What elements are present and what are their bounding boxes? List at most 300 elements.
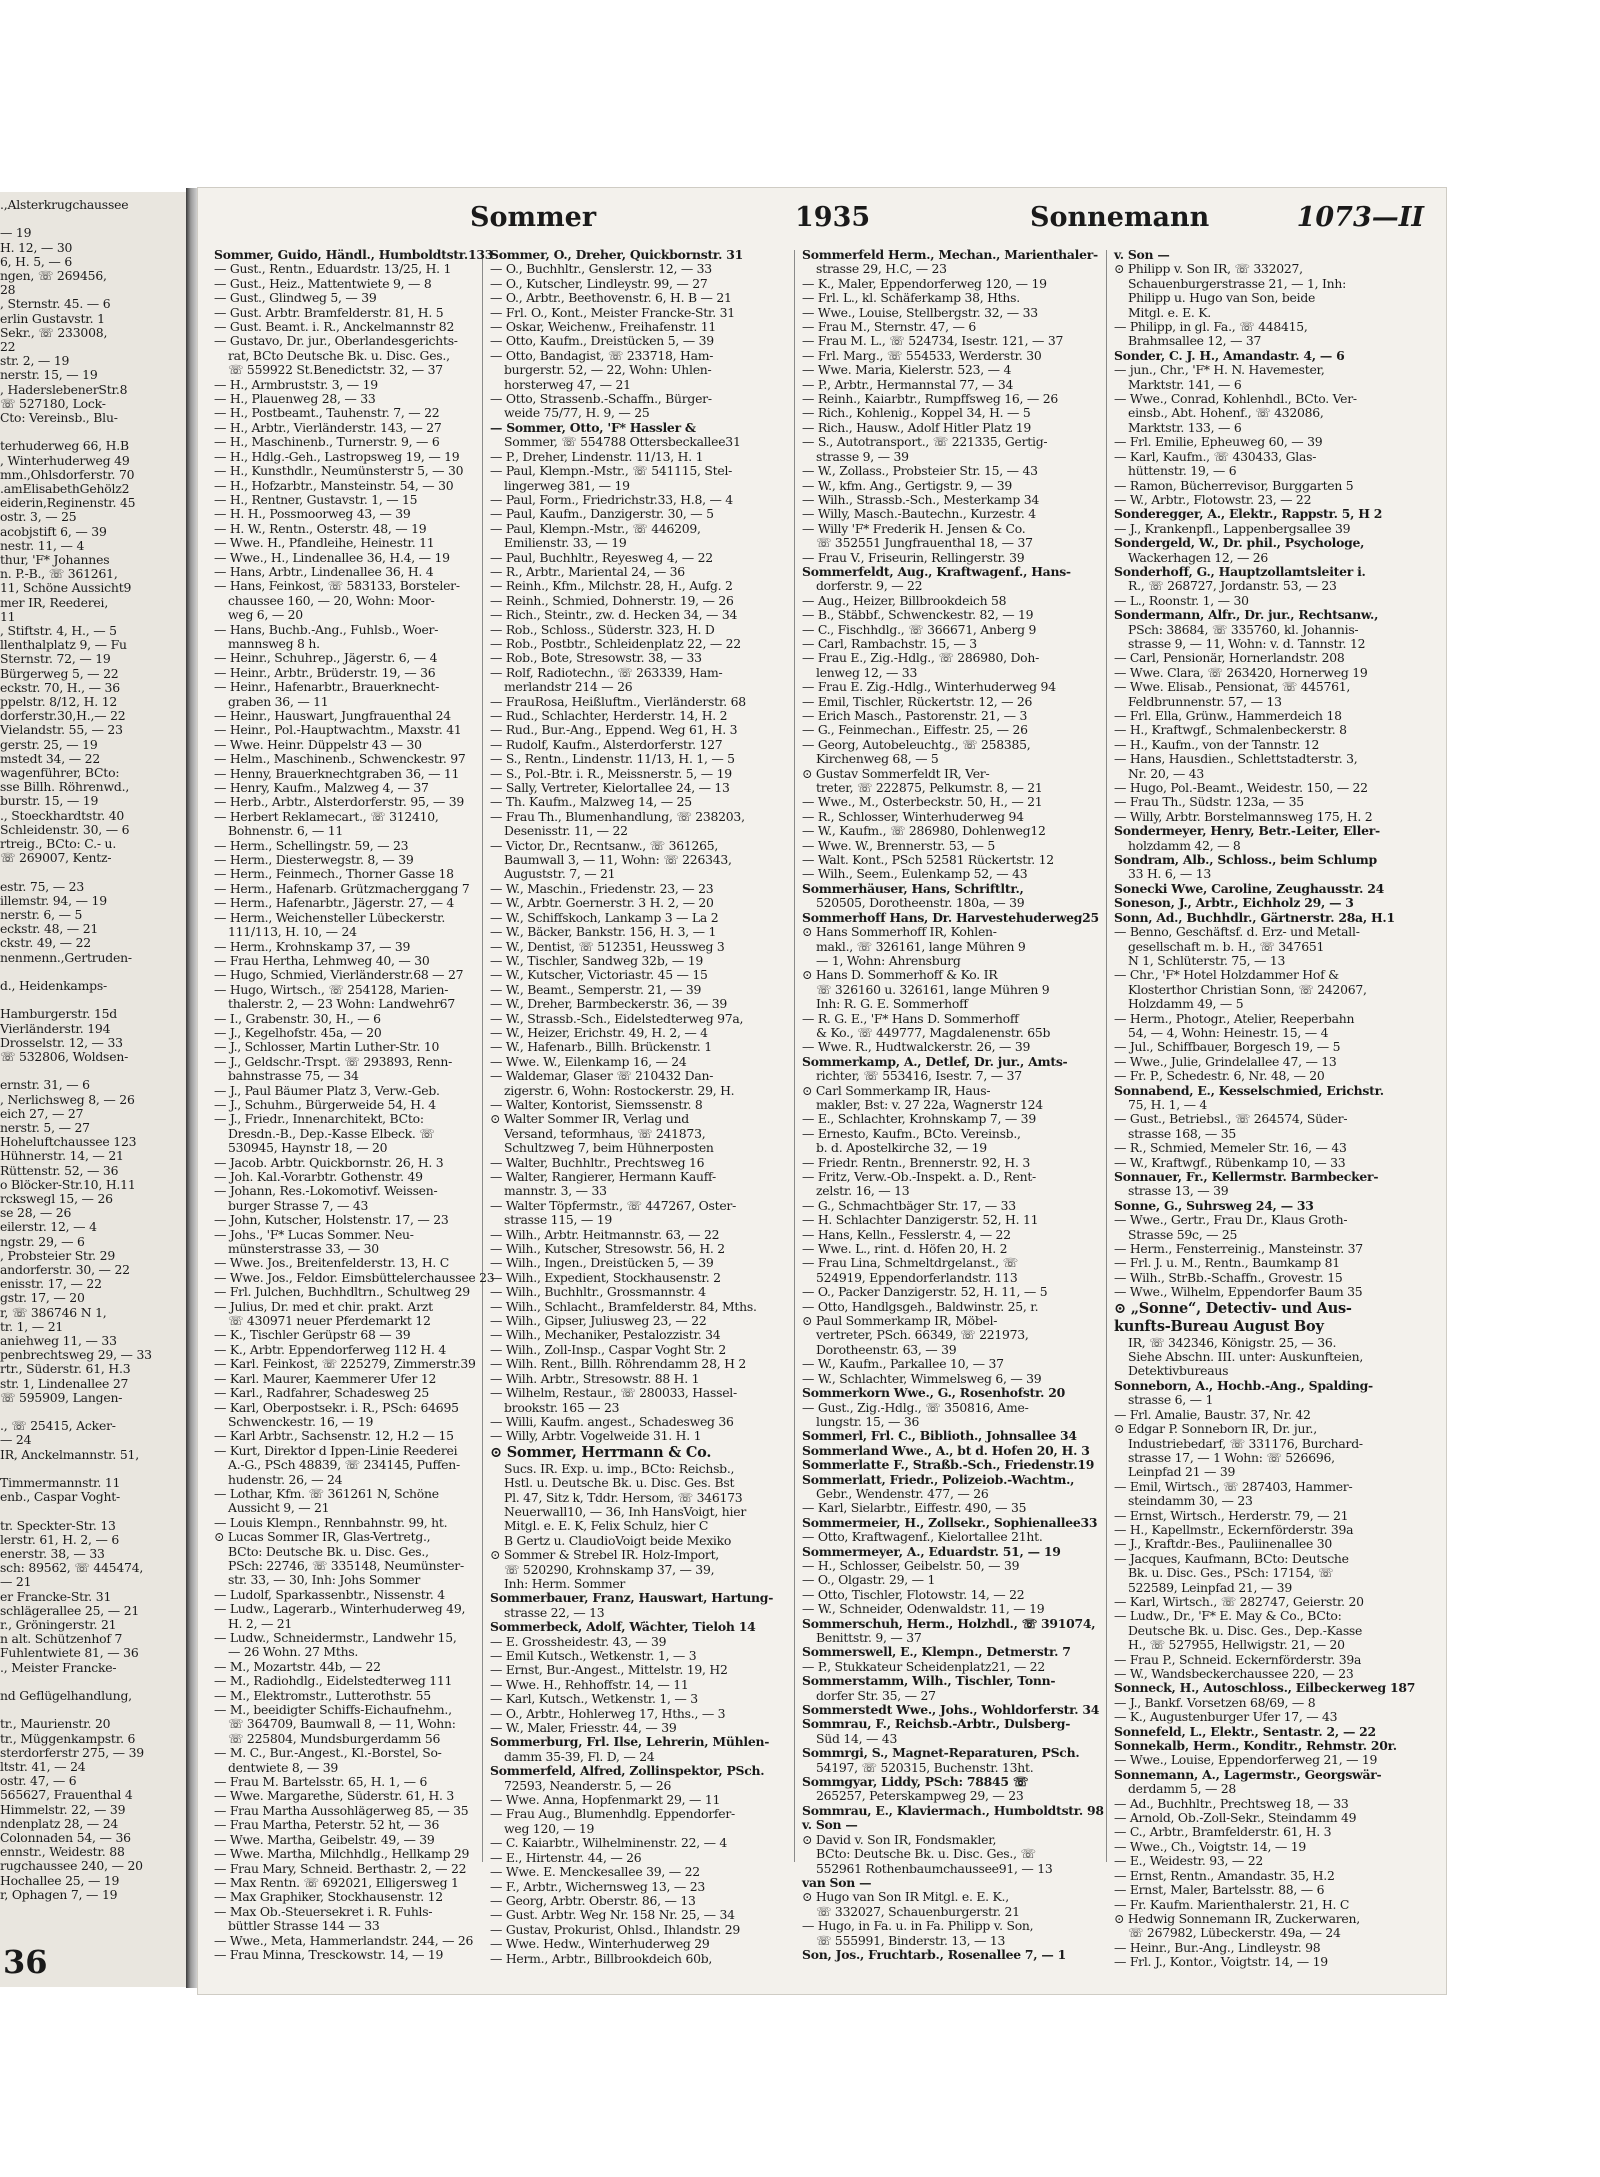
directory-entry: vertreter, PSch. 66349, ☏ 221973, [816,1327,1029,1343]
left-page-line: erlin Gustavstr. 1 [0,310,105,326]
left-page-line: eckstr. 70, H., — 36 [0,679,120,695]
directory-entry: Sondermann, Alfr., Dr. jur., Rechtsanw., [1114,607,1379,623]
directory-entry: 33 H. 6, — 13 [1128,866,1211,882]
directory-entry: — Herm., Hafenarbtr., Jägerstr. 27, — 4 [214,895,455,911]
directory-entry: — 1, Wohn: Ahrensburg [816,952,961,968]
directory-entry: büttler Strasse 144 — 33 [228,1918,380,1934]
directory-entry: — John, Kutscher, Holstenstr. 17, — 23 [214,1212,449,1228]
directory-entry: — Lothar, Kfm. ☏ 361261 N, Schöne [214,1485,439,1501]
directory-entry: merlandstr 214 — 26 [504,679,633,695]
directory-entry: — Reinh., Kfm., Milchstr. 28, H., Aufg. 2 [490,578,733,594]
directory-entry: Bk. u. Disc. Ges., PSch: 17154, ☏ [1128,1565,1334,1581]
directory-entry: — L., Roonstr. 1, — 30 [1114,592,1249,608]
left-page-line: , Sternstr. 45. — 6 [0,296,111,312]
directory-entry: — H., Kraftwgf., Schmalenbeckerstr. 8 [1114,722,1347,738]
directory-entry: — Wwe. W., Eilenkamp 16, — 24 [490,1053,687,1069]
directory-entry: — H. H., Possmoorweg 43, — 39 [214,506,411,522]
directory-entry: — J., Schuhm., Bürgerweide 54, H. 4 [214,1096,436,1112]
left-page-line: — 24 [0,1432,32,1448]
directory-entry: — Wwe. Anna, Hopfenmarkt 29, — 11 [490,1792,721,1808]
directory-entry: ⊙ „Sonne“, Detectiv- und Aus- [1114,1299,1352,1317]
directory-entry: — Kurt, Direktor d Ippen-Linie Reederei [214,1442,458,1458]
directory-entry: Sommerfeld Herm., Mechan., Marienthaler- [802,247,1098,262]
directory-entry: Schauenburgerstrasse 21, — 1, Inh: [1128,275,1347,291]
directory-entry: — Wwe. Jos., Breitenfelderstr. 13, H. C [214,1255,450,1271]
directory-entry: — Rich., Kohlenig., Koppel 34, H. — 5 [802,405,1031,421]
directory-entry: — Frau Th., Südstr. 123a, — 35 [1114,794,1304,810]
directory-entry: — W., Dentist, ☏ 512351, Heussweg 3 [490,938,725,954]
left-page-line: Colonnaden 54, — 36 [0,1830,131,1845]
directory-entry: — W., Maler, Friesstr. 44, — 39 [490,1720,677,1736]
directory-entry: — Wilh., Ingen., Dreistücken 5, — 39 [490,1255,714,1271]
directory-entry: — Frl. O., Kont., Meister Francke-Str. 31 [490,304,735,320]
left-page-line: nestr. 11, — 4 [0,537,85,553]
directory-entry: ☏ 352551 Jungfrauenthal 18, — 37 [816,535,1033,551]
directory-entry: — B., Stäbbf., Schwenckestr. 82, — 19 [802,607,1034,623]
directory-entry: Industriebedarf, ☏ 331176, Burchard- [1128,1435,1363,1451]
directory-entry: lenweg 12, — 33 [816,664,918,680]
directory-entry: Inh: Herm. Sommer [504,1575,626,1591]
directory-entry: — K., Tischler Gerüpstr 68 — 39 [214,1327,411,1343]
directory-entry: — O., Arbtr., Hohlerweg 17, Hths., — 3 [490,1705,726,1721]
directory-entry: — E. Grossheidestr. 43, — 39 [490,1633,667,1649]
directory-entry: — Frau Martha, Peterstr. 52 ht, — 36 [214,1817,440,1833]
directory-entry: ☏ 326160 u. 326161, lange Mühren 9 [816,981,1050,997]
directory-entry: — Karl, Sielarbtr., Eiffestr. 490, — 35 [802,1500,1027,1516]
left-page-line: Vierländerstr. 194 [0,1020,111,1036]
directory-entry: Sommer, Guido, Händl., Humboldtstr.133 [214,247,494,262]
left-page-line: ., Meister Francke- [0,1659,117,1675]
left-page-line: ☏ 595909, Langen- [0,1389,123,1405]
directory-entry: ☏ 559922 St.Benedictstr. 32, — 37 [228,362,443,378]
directory-entry: strasse 115, — 19 [504,1212,613,1228]
left-page-line: sse Billh. Röhrenwd., [0,779,130,795]
left-page-line: tr. 1, — 21 [0,1318,64,1334]
directory-entry: str. 33, — 30, Inh: Johs Sommer [228,1572,421,1588]
directory-entry: — Ernst, Wirtsch., Herderstr. 79, — 21 [1114,1507,1349,1523]
left-page-line: lerstr. 61, H. 2, — 6 [0,1531,120,1547]
left-page-line: enb., Caspar Voght- [0,1489,121,1505]
directory-entry: — Otto, Kraftwagenf., Kielortallee 21ht. [802,1529,1043,1545]
directory-column-4 [1114,247,1436,1970]
directory-entry: Kirchenweg 68, — 5 [816,751,939,767]
directory-entry: — Hans, Arbtr., Lindenallee 36, H. 4 [214,563,434,579]
directory-entry: strasse 9, — 11, Wohn: v. d. Tannstr. 12 [1128,635,1366,651]
directory-entry: — Heinr., Hauswart, Jungfrauenthal 24 [214,708,451,723]
directory-entry: Siehe Abschn. III. unter: Auskunfteien, [1128,1349,1364,1365]
directory-entry: — Wilh., Buchhltr., Grossmannstr. 4 [490,1284,706,1300]
directory-entry: — E., Hirtenstr. 44, — 26 [490,1849,642,1865]
directory-entry: — Frl. L., kl. Schäferkamp 38, Hths. [802,290,1020,306]
directory-entry: Leinpfad 21 — 39 [1128,1464,1236,1480]
directory-entry: strasse 22, — 13 [504,1604,605,1620]
directory-entry: — Ernst, Maler, Bartelsstr. 88, — 6 [1114,1882,1325,1898]
directory-entry: v. Son — [1114,247,1170,262]
directory-entry: — Willy, Masch.-Bautechn., Kurzestr. 4 [802,506,1036,522]
directory-entry: Mitgl. e. E. K. [1128,304,1211,320]
directory-entry: — P., Arbtr., Hermannstal 77, — 34 [802,376,1014,392]
directory-entry: ⊙ Hugo van Son IR Mitgl. e. E. K., [802,1889,1009,1905]
directory-entry: — Henny, Brauerknechtgraben 36, — 11 [214,765,460,781]
directory-entry: einsb., Abt. Hohenf., ☏ 432086, [1128,405,1324,421]
directory-entry: Sonnefeld, L., Elektr., Sentastr. 2, — 22 [1114,1723,1376,1739]
left-page-line: 11, Schöne Aussicht9 [0,580,132,596]
directory-entry: — Jacob. Arbtr. Quickbornstr. 26, H. 3 [214,1154,444,1170]
directory-entry: ⊙ Paul Sommerkamp IR, Möbel- [802,1313,998,1329]
directory-entry: — Emil, Tischler, Rückertstr. 12, — 26 [802,693,1033,709]
left-page-line: estr. 75, — 23 [0,878,85,894]
directory-entry: — W., Arbtr., Flotowstr. 23, — 22 [1114,491,1312,507]
directory-column-2 [490,247,792,1966]
left-page-line: nerstr. 5, — 27 [0,1120,90,1135]
directory-entry: Marktstr. 133, — 6 [1128,419,1242,435]
directory-entry: Sommer, O., Dreher, Quickbornstr. 31 [490,247,743,262]
left-page-line: d., Heidenkamps- [0,978,108,993]
directory-entry: ☏ 364709, Baumwall 8, — 11, Wohn: [228,1716,456,1732]
directory-entry: — W., Tischler, Sandweg 32b, — 19 [490,952,703,968]
left-page-line: tr. Speckter-Str. 13 [0,1517,116,1533]
directory-entry: — J., Paul Bäumer Platz 3, Verw.-Geb. [214,1082,440,1098]
directory-entry: — Paul, Klempn.-Mstr., ☏ 541115, Stel- [490,463,733,479]
directory-entry: — Willy, Arbtr. Borstelmannsweg 175, H. 2 [1114,808,1373,824]
directory-entry: — M., Radiohdlg., Eidelstedterweg 111 [214,1673,453,1689]
left-page-line: illemstr. 94, — 19 [0,892,107,908]
directory-entry: — Wwe. Heinr. Düppelstr 43 — 30 [214,736,422,752]
directory-entry: — E., Schlachter, Krohnskamp 7, — 39 [802,1111,1036,1127]
directory-entry: — Walter, Kontorist, Siemssenstr. 8 [490,1096,703,1112]
left-page-line: ltstr. 41, — 24 [0,1759,86,1774]
directory-entry: Sommer, ☏ 554788 Ottersbeckallee31 [504,434,741,450]
directory-entry: — H., Kunsthdlr., Neumünsterstr 5, — 30 [214,463,464,479]
directory-entry: — Otto, Tischler, Flotowstr. 14, — 22 [802,1586,1025,1602]
running-head-year [795,202,870,242]
directory-entry: — Johs., 'F* Lucas Sommer. Neu- [214,1226,414,1242]
left-page-line: 22 [0,339,16,354]
directory-entry: — Frau Martha Aussohlägerweg 85, — 35 [214,1802,469,1818]
directory-entry: — Wilh., Mechaniker, Pestalozzistr. 34 [490,1327,721,1343]
directory-entry: — Willy, Arbtr. Vogelweide 31. H. 1 [490,1428,702,1444]
left-page-line: mm.,Ohlsdorferstr. 70 [0,466,135,482]
directory-entry: — Frau Aug., Blumenhdlg. Eppendorfer- [490,1806,735,1822]
directory-entry: — Ramon, Bücherrevisor, Burggarten 5 [1114,477,1354,493]
directory-entry: treter, ☏ 222875, Pelkumstr. 8, — 21 [816,780,1043,796]
directory-entry: — Frau M., Sternstr. 47, — 6 [802,319,976,335]
left-page-line: r., Gröningerstr. 21 [0,1617,117,1632]
directory-entry: — E., Weidestr. 93, — 22 [1114,1853,1263,1869]
directory-entry: — W., Kaufm., Parkallee 10, — 37 [802,1356,1004,1372]
directory-entry: — Arnold, Ob.-Zoll-Sekr., Steindamm 49 [1114,1810,1357,1826]
left-page-line: Vielandstr. 55, — 23 [0,722,123,738]
left-page-line: penbrechtsweg 29, — 33 [0,1347,152,1363]
directory-entry: — Walt. Kont., PSch 52581 Rückertstr. 12 [802,852,1054,868]
left-page-line: Himmelstr. 22, — 39 [0,1801,126,1817]
directory-entry: Aussicht 9, — 21 [228,1500,330,1516]
directory-entry: — Sommer, Otto, 'F* Hassler & [490,419,696,435]
directory-entry: — Wilh., StrBb.-Schaffn., Grovestr. 15 [1114,1269,1343,1285]
directory-entry: Sommerbeck, Adolf, Wächter, Tieloh 14 [490,1619,756,1635]
directory-entry: — F., Arbtr., Wichernsweg 13, — 23 [490,1878,706,1894]
directory-entry: — Wilh., Zoll-Insp., Caspar Voght Str. 2 [490,1341,727,1357]
left-page-line: ☏ 269007, Kentz- [0,850,112,866]
directory-entry: Sommermeier, H., Zollsekr., Sophienallee33 [802,1514,1098,1530]
directory-entry: Versand, teformhaus, ☏ 241873, [504,1125,706,1141]
left-page-line: enisstr. 17, — 22 [0,1276,102,1292]
book-gutter [186,188,198,1988]
directory-entry: — J., Bankf. Vorsetzen 68/69, — 8 [1114,1694,1316,1710]
directory-entry: mannstr. 3, — 33 [504,1183,607,1199]
directory-entry: Schwenckestr. 16, — 19 [228,1413,374,1429]
directory-entry: Sonn, Ad., Buchhdlr., Gärtnerstr. 28a, H.1 [1114,909,1395,925]
directory-entry: — S., Pol.-Btr. i. R., Meissnerstr. 5, — 19 [490,765,732,781]
left-page-line: Hamburgerstr. 15d [0,1006,118,1022]
left-page-number: 36 [3,1943,48,1981]
directory-entry: — Wwe. W., Brennerstr. 53, — 5 [802,837,995,853]
directory-entry: — Emil, Wirtsch., ☏ 287403, Hammer- [1114,1478,1353,1494]
directory-entry: — Ernst, Bur.-Angest., Mittelstr. 19, H2 [490,1662,728,1678]
directory-entry: ⊙ David v. Son IR, Fondsmakler, [802,1831,997,1847]
directory-entry: — Johann, Res.-Lokomotivf. Weissen- [214,1183,438,1199]
directory-entry: — Ad., Buchhltr., Prechtsweg 18, — 33 [1114,1795,1349,1811]
directory-entry: — H., Rentner, Gustavstr. 1, — 15 [214,491,418,507]
left-page-line: , Stiftstr. 4, H., — 5 [0,623,117,638]
directory-entry: bahnstrasse 75, — 34 [228,1068,359,1084]
left-page-line: , Probsteier Str. 29 [0,1247,116,1263]
directory-entry: — Joh. Kal.-Vorarbtr. Gothenstr. 49 [214,1169,423,1184]
left-page-line: ckstr. 49, — 22 [0,935,91,951]
directory-entry: — H., Hdlg.-Geh., Lastropsweg 19, — 19 [214,448,460,464]
directory-entry: — Willi, Kaufm. angest., Schadesweg 36 [490,1413,734,1429]
left-page-line: dorferstr.30,H.,— 22 [0,708,126,724]
directory-entry: — Herb., Arbtr., Alsterdorferstr. 95, — 39 [214,794,464,810]
left-page-line: ☏ 532806, Woldsen- [0,1049,129,1064]
directory-entry: — Karl, Kutsch., Wetkenstr. 1, — 3 [490,1691,698,1707]
directory-entry: Auguststr. 7, — 21 [504,866,616,882]
left-page-line: ☏ 527180, Lock- [0,395,106,411]
directory-entry: — Herm., Krohnskamp 37, — 39 [214,938,411,954]
directory-entry: Sommerland Wwe., A., bt d. Hofen 20, H. 3 [802,1442,1090,1458]
left-page-line: r, ☏ 386746 N 1, [0,1304,107,1320]
left-page-line: andorferstr. 30, — 22 [0,1262,130,1277]
directory-entry: — Herm., Fensterreinig., Mansteinstr. 37 [1114,1241,1363,1257]
directory-entry: — W., Kaufm., ☏ 286980, Dohlenweg12 [802,823,1046,839]
directory-entry: Desenisstr. 11, — 22 [504,823,628,839]
directory-entry: Gebr., Wendenstr. 477, — 26 [816,1485,989,1501]
left-page-line: r, Ophagen 7, — 19 [0,1886,118,1902]
directory-entry: ⊙ Philipp v. Son IR, ☏ 332027, [1114,261,1303,277]
running-head-left [470,202,596,242]
directory-entry: — Frau P., Schneid. Eckernförderstr. 39a [1114,1651,1362,1667]
directory-entry: — 26 Wohn. 27 Mths. [228,1644,359,1660]
directory-entry: — Frau M. L., ☏ 524734, Isestr. 121, — 37 [802,333,1064,349]
directory-entry: — Wwe., Conrad, Kohlenhdl., BCto. Ver- [1114,391,1357,407]
directory-entry: — Oskar, Weichenw., Freihafenstr. 11 [490,319,717,335]
left-page-line: 11 [0,608,16,624]
directory-entry: strasse 13, — 39 [1128,1183,1229,1199]
directory-entry: — Wwe. Martha, Geibelstr. 49, — 39 [214,1831,435,1847]
left-page-line: Drosselstr. 12, — 33 [0,1034,123,1050]
directory-entry: Emilienstr. 33, — 19 [504,535,627,551]
directory-entry: — W., Strassb.-Sch., Eidelstedterweg 97a, [490,1010,744,1026]
directory-entry: ⊙ Hans D. Sommerhoff & Ko. IR [802,967,998,983]
directory-entry: — W., kfm. Ang., Gertigstr. 9, — 39 [802,477,1013,493]
directory-entry: — Frl. Marg., ☏ 554533, Werderstr. 30 [802,347,1042,363]
directory-entry: — Wwe., Gertr., Frau Dr., Klaus Groth- [1114,1212,1348,1228]
left-page-line: 28 [0,282,16,298]
directory-entry: — Rud., Schlachter, Herderstr. 14, H. 2 [490,708,728,723]
directory-entry: 524919, Eppendorferlandstr. 113 [816,1269,1018,1285]
directory-entry: BCto: Deutsche Bk. u. Disc. Ges., ☏ [816,1846,1036,1862]
directory-entry: — Wwe. H., Rehhoffstr. 14, — 11 [490,1676,689,1692]
directory-columns [204,247,1438,1970]
directory-entry: — Reinh., Schmied, Dohnerstr. 19, — 26 [490,592,734,608]
directory-entry: Sonneborn, A., Hochb.-Ang., Spalding- [1114,1377,1373,1393]
directory-entry: — W., Arbtr. Goernerstr. 3 H. 2, — 20 [490,895,714,911]
directory-entry: — Ernesto, Kaufm., BCto. Vereinsb., [802,1125,1021,1141]
directory-entry: 520505, Dorotheenstr. 180a, — 39 [816,895,1025,911]
directory-entry: — Herm., Weichensteller Lübeckerstr. [214,909,446,925]
directory-entry: strasse 168, — 35 [1128,1125,1237,1141]
directory-entry: — Herbert Reklamecart., ☏ 312410, [214,808,439,824]
directory-entry: — Wwe., Meta, Hammerlandstr. 244, — 26 [214,1932,474,1948]
directory-entry: — Herm., Diesterwegstr. 8, — 39 [214,852,414,868]
directory-entry: — Wwe. L., rint. d. Höfen 20, H. 2 [802,1241,1008,1257]
directory-entry: Sommerkamp, A., Detlef, Dr. jur., Amts- [802,1053,1068,1069]
directory-entry: — Gust. Arbtr. Weg Nr. 158 Nr. 25, — 34 [490,1907,735,1923]
left-page-line: ., Stoeckhardtstr. 40 [0,807,125,823]
directory-entry: Sommerkorn Wwe., G., Rosenhofstr. 20 [802,1385,1066,1401]
directory-entry: — Rud., Bur.-Ang., Eppend. Weg 61, H. 3 [490,722,738,738]
directory-entry: strasse 6, — 1 [1128,1392,1214,1408]
directory-entry: — Walter, Rangierer, Hermann Kauff- [490,1169,716,1184]
directory-entry: 552961 Rothenbaumchaussee91, — 13 [816,1860,1053,1876]
directory-entry: — H., Postbeamt., Tauhenstr. 7, — 22 [214,405,440,421]
directory-entry: rat, BCto Deutsche Bk. u. Disc. Ges., [228,347,450,363]
directory-entry: — Wwe. E. Menckesallee 39, — 22 [490,1864,700,1880]
directory-entry: Baumwall 3, — 11, Wohn: ☏ 226343, [504,852,732,868]
directory-entry: — Carl, Rambachstr. 15, — 3 [802,635,977,651]
directory-entry: steindamm 30, — 23 [1128,1493,1253,1509]
directory-entry: Sommerstedt Wwe., Johs., Wohldorferstr. 34 [802,1702,1100,1718]
directory-entry: — Georg, Arbtr. Oberstr. 86, — 13 [490,1892,696,1908]
directory-entry: — Gustavo, Dr. jur., Oberlandesgerichts- [214,333,458,349]
directory-entry: — Frl. Julchen, Buchhdltrn., Schultweg 29 [214,1284,470,1300]
directory-entry: — G., Schmachtbäger Str. 17, — 33 [802,1197,1016,1213]
directory-entry: IR, ☏ 342346, Königstr. 25, — 36. [1128,1334,1337,1350]
directory-entry: Sommrgi, S., Magnet-Reparaturen, PSch. [802,1745,1080,1761]
directory-entry: Sommerswell, E., Klempn., Detmerstr. 7 [802,1644,1071,1660]
directory-entry: — Rudolf, Kaufm., Alsterdorferstr. 127 [490,736,723,752]
directory-entry: — Walter, Buchhltr., Prechtsweg 16 [490,1154,705,1170]
directory-entry: — Heinr., Hafenarbtr., Brauerknecht- [214,679,440,695]
directory-entry: burgerstr. 52, — 22, Wohn: Uhlen- [504,362,712,378]
directory-entry: — H., Plauenweg 28, — 33 [214,391,376,407]
directory-entry: — Karl, Kaufm., ☏ 430433, Glas- [1114,448,1317,464]
directory-entry: dorferstr. 9, — 22 [816,578,923,594]
directory-entry: Sondergeld, W., Dr. phil., Psychologe, [1114,535,1365,551]
directory-entry: — Philipp, in gl. Fa., ☏ 448415, [1114,319,1308,335]
running-head-right-text: Sonnemann [1030,202,1210,233]
directory-entry: — Benno, Geschäftsf. d. Erz- und Metall- [1114,924,1360,940]
directory-entry: — Otto, Kaufm., Dreistücken 5, — 39 [490,333,714,349]
directory-entry: lungstr. 15, — 36 [816,1413,920,1429]
directory-entry: — O., Buchhltr., Genslerstr. 12, — 33 [490,261,712,277]
directory-entry: weg 120, — 19 [504,1820,595,1836]
directory-entry: Sommerfeld, Alfred, Zollinspektor, PSch. [490,1763,765,1779]
directory-entry: — H., Arbtr., Vierländerstr. 143, — 27 [214,419,442,435]
directory-entry: — Wilh., Schlacht., Bramfelderstr. 84, Mths. [490,1298,757,1314]
directory-entry: — H., Schlosser, Geibelstr. 50, — 39 [802,1557,1020,1573]
directory-entry: — J., Geldschr.-Trspt. ☏ 293893, Renn- [214,1053,453,1069]
directory-entry: — Paul, Form., Friedrichstr.33, H.8, — 4 [490,491,733,507]
directory-entry: 111/113, H. 10, — 24 [228,924,357,940]
directory-entry: — Gust. Arbtr. Bramfelderstr. 81, H. 5 [214,304,444,320]
directory-entry: ☏ 267982, Lübeckerstr. 49a, — 24 [1128,1925,1341,1941]
directory-entry: — Heinr., Schuhrep., Jägerstr. 6, — 4 [214,650,438,666]
directory-entry: — Hugo, in Fa. u. in Fa. Philipp v. Son, [802,1918,1034,1934]
directory-entry: — P., Dreher, Lindenstr. 11/13, H. 1 [490,448,704,464]
directory-entry: — O., Packer Danzigerstr. 52, H. 11, — 5 [802,1284,1048,1300]
left-page-line: IR, Anckelmannstr. 51, [0,1446,139,1462]
directory-entry: — C. Kaiarbtr., Wilhelminenstr. 22, — 4 [490,1835,728,1851]
running-head-left-text: Sommer [470,202,597,233]
directory-entry: — Reinh., Kaiarbtr., Rumpffsweg 16, — 26 [802,391,1059,407]
left-page-line: sch: 89562, ☏ 445474, [0,1560,144,1576]
directory-entry: — W., Heizer, Erichstr. 49, H. 2, — 4 [490,1024,708,1040]
directory-entry: B Gertz u. ClaudioVoigt beide Mexiko [504,1532,732,1548]
left-page-line: sterdorferstr 275, — 39 [0,1744,144,1760]
directory-entry: Nr. 20, — 43 [1128,765,1205,781]
directory-entry: Sonnekalb, Herm., Konditr., Rehmstr. 20r. [1114,1738,1397,1754]
directory-entry: Sommgyar, Liddy, PSch: 78845 ☏ [802,1774,1029,1790]
directory-entry: b. d. Apostelkirche 32, — 19 [816,1140,987,1156]
directory-entry: — Georg, Autobeleuchtg., ☏ 258385, [802,736,1031,752]
left-page-line: se 28, — 26 [0,1205,72,1221]
directory-entry: — Carl, Pensionär, Hornerlandstr. 208 [1114,650,1345,666]
directory-entry: — Wwe., Louise, Eppendorferweg 21, — 19 [1114,1752,1378,1768]
left-page-line: str. 1, Lindenallee 27 [0,1375,129,1391]
directory-entry: Benittstr. 9, — 37 [816,1630,922,1645]
left-page-line: Rüttenstr. 52, — 36 [0,1162,119,1178]
directory-entry: — Rolf, Radiotechn., ☏ 263339, Ham- [490,664,723,680]
directory-entry: Inh: R. G. E. Sommerhoff [816,996,968,1012]
directory-entry: — Frl. Ella, Grünw., Hammerdeich 18 [1114,708,1342,723]
directory-entry: — O., Arbtr., Beethovenstr. 6, H. B — 21 [490,290,732,306]
directory-entry: Sommerburg, Frl. Ilse, Lehrerin, Mühlen- [490,1734,770,1750]
directory-entry: — Walter Töpfermstr., ☏ 447267, Oster- [490,1197,737,1213]
left-page-line: llenthalplatz 9, — Fu [0,637,127,653]
left-page-line: eilerstr. 12, — 4 [0,1219,97,1235]
left-page-line: enerstr. 38, — 33 [0,1546,105,1561]
directory-column-3 [802,247,1104,1962]
directory-entry: — Paul, Kaufm., Danzigerstr. 30, — 5 [490,506,714,522]
directory-entry: R., ☏ 268727, Jordanstr. 53, — 23 [1128,578,1337,594]
directory-entry: — Otto, Strassenb.-Schaffn., Bürger- [490,391,712,407]
directory-entry: 530945, Haynstr 18, — 20 [228,1140,388,1156]
directory-entry: Strasse 59c, — 25 [1128,1226,1238,1242]
directory-entry: — Herm., Hafenarb. Grützmacherggang 7 [214,880,470,896]
directory-entry: — Frau Lina, Schmeltdrgelanst., ☏ [802,1255,1018,1271]
left-page-line: mer IR, Reederei, [0,594,109,610]
directory-entry: — Rob., Schloss., Süderstr. 323, H. D [490,621,715,637]
directory-entry: Philipp u. Hugo van Son, beide [1128,290,1316,306]
directory-entry: ⊙ Gustav Sommerfeldt IR, Ver- [802,765,990,781]
directory-entry: — W., Schneider, Odenwaldstr. 11, — 19 [802,1601,1045,1617]
directory-entry: — Karl. Maurer, Kaemmerer Ufer 12 [214,1370,437,1386]
directory-entry: — Frau V., Friseurin, Rellingerstr. 39 [802,549,1025,565]
directory-entry: münsterstrasse 33, — 30 [228,1241,379,1257]
directory-entry: Sonecki Wwe, Caroline, Zeughausstr. 24 [1114,880,1385,896]
directory-entry: — Wwe. Hedw., Winterhuderweg 29 [490,1936,710,1952]
